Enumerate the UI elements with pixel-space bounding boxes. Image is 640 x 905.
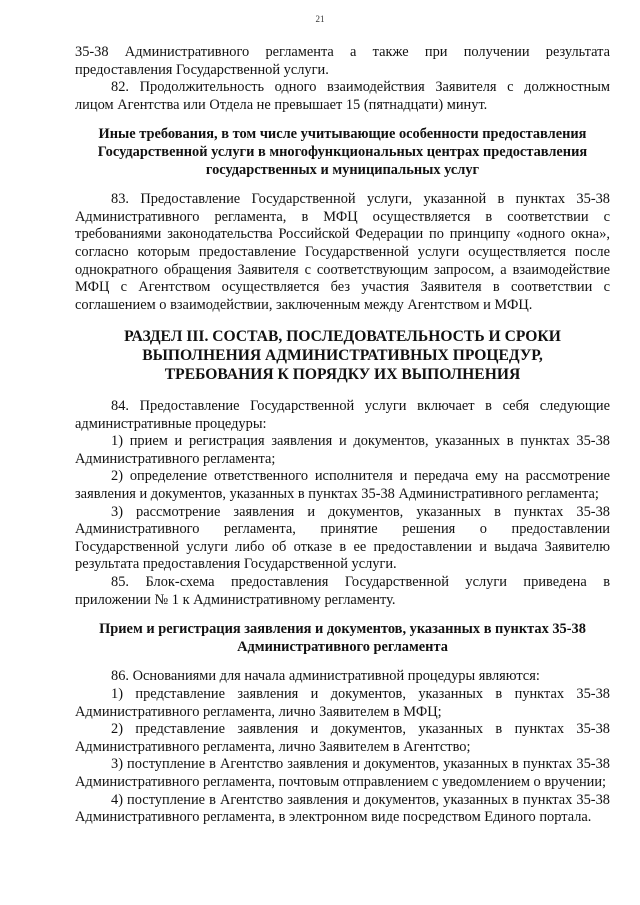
paragraph-84-item-2: 2) определение ответственного исполнителя и передача ему на рассмотрение заявления и документов, указанных в пунктах 35-38 Административного регламента; bbox=[75, 468, 610, 503]
page-number: 21 bbox=[315, 14, 325, 24]
heading-section-3: РАЗДЕЛ III. СОСТАВ, ПОСЛЕДОВАТЕЛЬНОСТЬ И СРОКИ ВЫПОЛНЕНИЯ АДМИНИСТРАТИВНЫХ ПРОЦЕДУР, ТРЕБОВАНИЯ К ПОРЯДКУ ИХ ВЫПОЛНЕНИЯ bbox=[124, 328, 561, 383]
paragraph-continuation: 35-38 Административного регламента а также при получении результата предоставления Государственной услуги. bbox=[75, 44, 610, 78]
paragraph-84-item-3: 3) рассмотрение заявления и документов, указанных в пунктах 35-38 Административного регламента, принятие решения о предоставлении Государственной услуги либо об отказе в ее предоставлении и выдача Заявителю результата предоставления Государственной услуги. bbox=[75, 503, 610, 573]
paragraph-86-item-1: 1) представление заявления и документов, указанных в пунктах 35-38 Административного регламента, лично Заявителем в МФЦ; bbox=[75, 686, 610, 720]
paragraph-86-item-3: 3) поступление в Агентство заявления и документов, указанных в пунктах 35-38 Административного регламента, почтовым отправлением с уведомлением о вручении; bbox=[75, 756, 610, 790]
paragraph-85: 85. Блок-схема предоставления Государственной услуги приведена в приложении № 1 к Административному регламенту. bbox=[75, 574, 610, 608]
paragraph-84: 84. Предоставление Государственной услуги включает в себя следующие административные процедуры: bbox=[75, 398, 610, 432]
paragraph-84-item-1: 1) прием и регистрация заявления и документов, указанных в пунктах 35-38 Административного регламента; bbox=[75, 433, 610, 467]
page-content bbox=[75, 44, 610, 827]
paragraph-86-item-4: 4) поступление в Агентство заявления и документов, указанных в пунктах 35-38 Административного регламента, в электронном виде посредством Единого портала. bbox=[75, 791, 610, 826]
heading-reception-registration: Прием и регистрация заявления и документов, указанных в пунктах 35-38 Административного регламента bbox=[99, 621, 586, 655]
paragraph-83: 83. Предоставление Государственной услуги, указанной в пунктах 35-38 Административного регламента, в МФЦ осуществляется в соответствии с требованиями законодательства Российской Федерации по принципу «одного окна», согласно которым предоставление Государственной услуги осуществляется после однократного обращения Заявителя с соответствующим запросом, а взаимодействие МФЦ с Агентством осуществляется без участия Заявителя в соответствии с соглашением о взаимодействии, заключенным между Агентством и МФЦ. bbox=[75, 191, 610, 313]
heading-other-requirements: Иные требования, в том числе учитывающие особенности предоставления Государственной услуги в многофункциональных центрах предоставления государственных и муниципальных услуг bbox=[97, 126, 588, 178]
paragraph-86-item-2: 2) представление заявления и документов, указанных в пунктах 35-38 Административного регламента, лично Заявителем в Агентство; bbox=[75, 721, 610, 755]
paragraph-82: 82. Продолжительность одного взаимодействия Заявителя с должностным лицом Агентства или Отдела не превышает 15 (пятнадцати) минут. bbox=[75, 79, 610, 113]
paragraph-86: 86. Основаниями для начала административной процедуры являются: bbox=[111, 668, 540, 685]
